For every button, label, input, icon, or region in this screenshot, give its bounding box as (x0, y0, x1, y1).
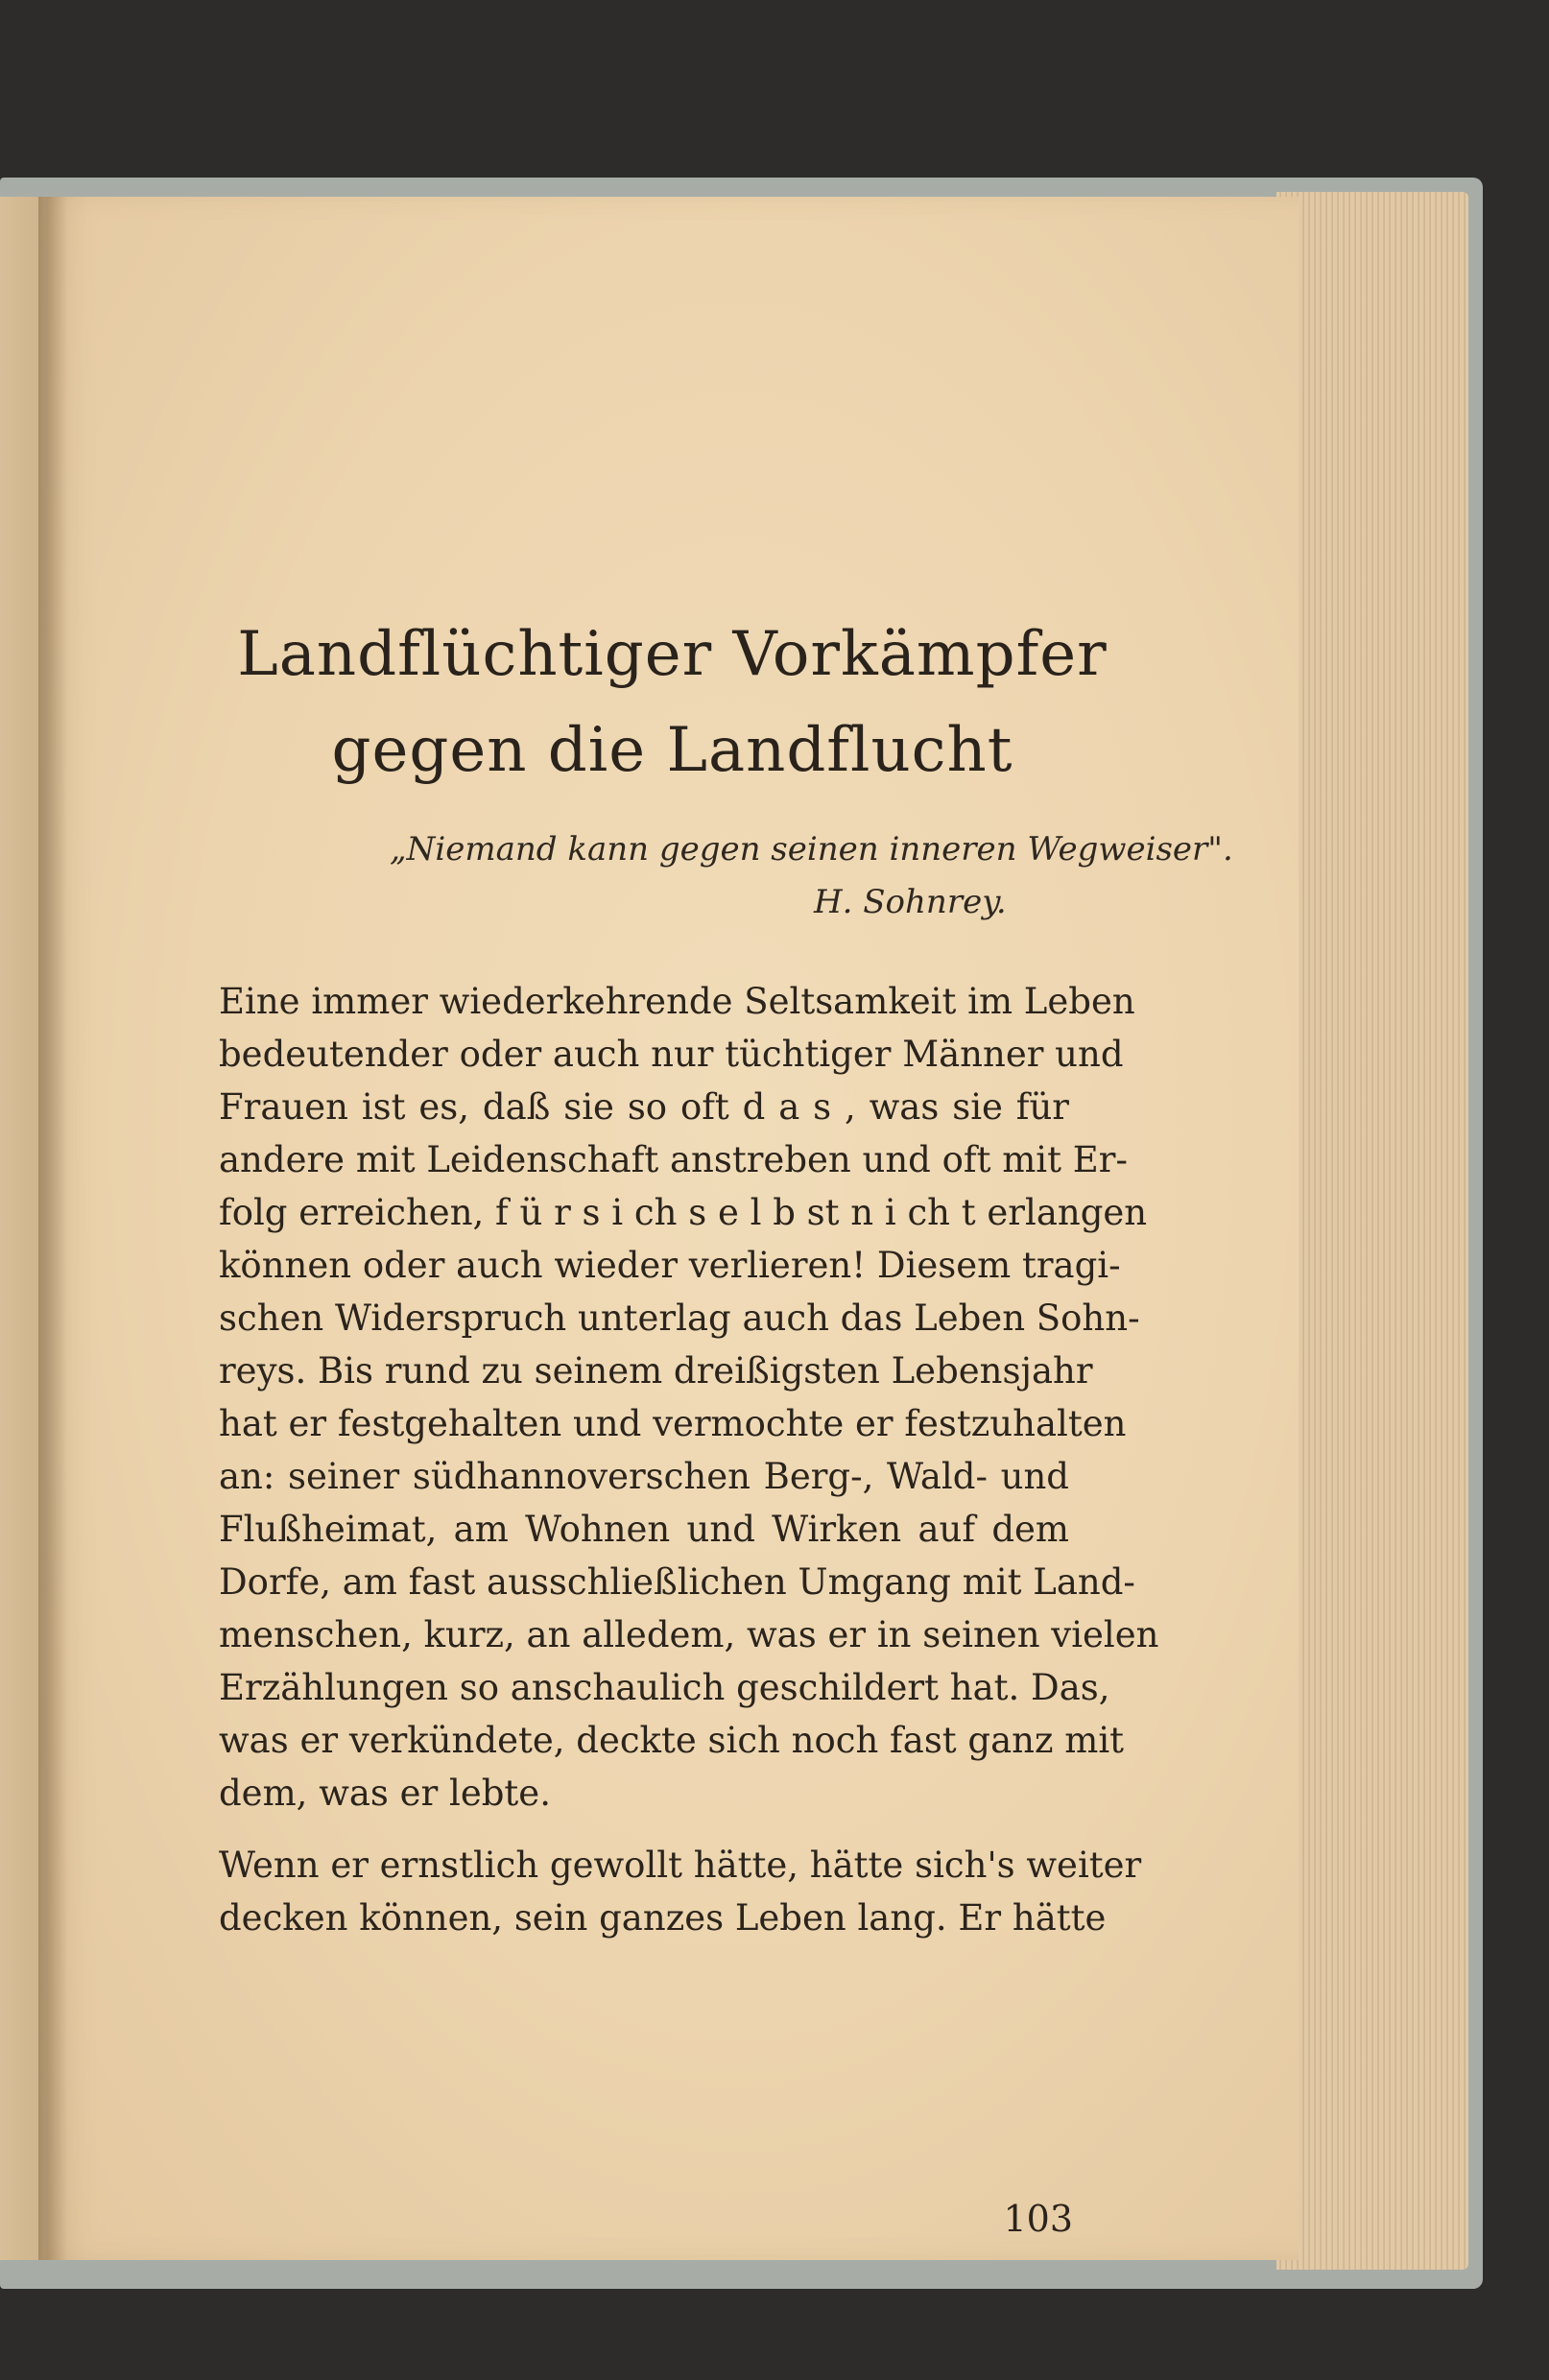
body-line: bedeutender oder auch nur tüchtiger Männer und (219, 1034, 1124, 1075)
body-line: Dorfe, am fast ausschließlichen Umgang mit Land- (219, 1561, 1135, 1603)
body-line: Eine immer wiederkehrende Seltsamkeit im Leben (219, 981, 1135, 1022)
gutter-shadow (38, 197, 67, 2260)
body-line: dem, was er lebte. (219, 1773, 551, 1814)
body-line: hat er festgehalten und vermochte er festzuhalten (219, 1403, 1127, 1444)
body-line: Erzählungen so anschaulich geschildert hat. Das, (219, 1667, 1110, 1708)
body-line: was er verkündete, deckte sich noch fast ganz mit (219, 1720, 1125, 1761)
body-line: menschen, kurz, an alledem, was er in seinen vielen (219, 1614, 1159, 1655)
book-page (46, 197, 1299, 2260)
body-line: Flußheimat, am Wohnen und Wirken auf dem (219, 1509, 1069, 1550)
body-line: decken können, sein ganzes Leben lang. Er hätte (219, 1897, 1107, 1939)
body-line: Wenn er ernstlich gewollt hätte, hätte sich's weiter (219, 1844, 1142, 1886)
body-line: an: seiner südhannoverschen Berg-, Wald- und (219, 1456, 1069, 1497)
body-line: können oder auch wieder verlieren! Diesem tragi- (219, 1245, 1121, 1286)
body-line: andere mit Leidenschaft anstreben und oft mit Er- (219, 1139, 1128, 1180)
page-number: 103 (1003, 2198, 1073, 2240)
body-line: Frauen ist es, daß sie so oft d a s , was sie für (219, 1086, 1069, 1128)
chapter-title-line-1: Landflüchtiger Vorkämpfer (237, 619, 1108, 690)
body-line: schen Widerspruch unterlag auch das Leben Sohn- (219, 1297, 1140, 1339)
page-edges (1276, 192, 1468, 2270)
epigraph-author: H. Sohnrey. (814, 883, 1007, 921)
body-line: reys. Bis rund zu seinem dreißigsten Lebensjahr (219, 1350, 1093, 1392)
chapter-title-line-2: gegen die Landflucht (331, 715, 1013, 786)
epigraph-quote: „Niemand kann gegen seinen inneren Wegweiser". (390, 830, 1233, 869)
body-line: folg erreichen, f ü r s i ch s e l b st n i ch t erlangen (219, 1192, 1148, 1233)
